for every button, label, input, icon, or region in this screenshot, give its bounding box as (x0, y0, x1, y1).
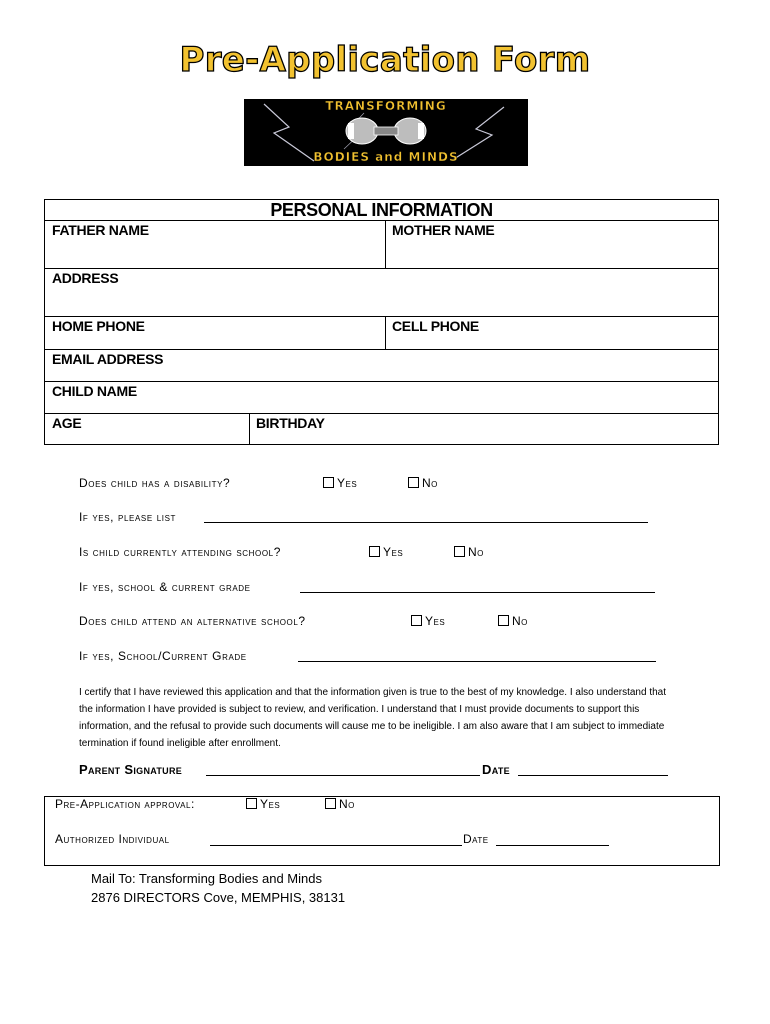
yes-label: Yes (260, 797, 281, 811)
birthday-label: BIRTHDAY (256, 415, 325, 431)
no-label: No (512, 614, 528, 628)
father-name-field[interactable] (45, 220, 385, 268)
attending-yes-checkbox[interactable] (369, 545, 403, 559)
approval-date-label: Date (463, 832, 489, 846)
cell-phone-label: CELL PHONE (392, 318, 479, 334)
checkbox-icon (325, 798, 336, 809)
mail-to-line: Mail To: Transforming Bodies and Minds (91, 871, 322, 886)
no-label: No (339, 797, 355, 811)
no-label: No (468, 545, 484, 559)
checkbox-icon (454, 546, 465, 557)
disability-question: Does child has a disability? (79, 476, 231, 490)
attending-question: Is child currently attending school? (79, 545, 281, 559)
parent-signature-line[interactable] (206, 775, 480, 776)
yes-label: Yes (337, 476, 358, 490)
school-current-grade-line[interactable] (298, 661, 656, 662)
checkbox-icon (369, 546, 380, 557)
personal-information-header: PERSONAL INFORMATION (270, 200, 493, 220)
logo (244, 99, 528, 166)
certification-text: I certify that I have reviewed this application and that the information given is true to the best of my knowledge. I also understand that the information I have provided is subject to review, and verification. I understand that I must provide documents to support this information, and the refusal to provide such documents will cause me to be ineligible. I am also aware that I am subject to immediate termination if found ineligible after enrollment. (79, 687, 667, 749)
home-phone-label: HOME PHONE (52, 318, 145, 334)
disability-yes-checkbox[interactable] (323, 476, 357, 490)
alternative-yes-checkbox[interactable] (411, 614, 445, 628)
disability-list-label: If yes, please list (79, 510, 176, 524)
approval-box (44, 796, 720, 866)
birthday-field[interactable] (249, 413, 718, 444)
checkbox-icon (411, 615, 422, 626)
address-field[interactable] (45, 268, 718, 316)
school-grade-line[interactable] (300, 592, 655, 593)
personal-information-table (44, 199, 719, 445)
no-label: No (422, 476, 438, 490)
logo-text-bottom: BODIES and MINDS (313, 150, 459, 164)
checkbox-icon (408, 477, 419, 488)
disability-no-checkbox[interactable] (408, 476, 438, 490)
yes-label: Yes (383, 545, 404, 559)
email-label: EMAIL ADDRESS (52, 351, 164, 367)
age-field[interactable] (45, 413, 249, 444)
checkbox-icon (246, 798, 257, 809)
checkbox-icon (323, 477, 334, 488)
approval-no-checkbox[interactable] (325, 797, 355, 811)
signature-date-label: Date (482, 762, 510, 777)
address-line: 2876 DIRECTORS Cove, MEMPHIS, 38131 (91, 890, 346, 905)
alternative-school-question: Does child attend an alternative school? (79, 614, 306, 628)
child-name-field[interactable] (45, 381, 718, 413)
approval-date-line[interactable] (496, 845, 609, 846)
age-label: AGE (52, 415, 82, 431)
approval-yes-checkbox[interactable] (246, 797, 280, 811)
logo-text-top: TRANSFORMING (325, 99, 447, 113)
father-name-label: FATHER NAME (52, 222, 149, 238)
authorized-individual-label: Authorized Individual (55, 832, 170, 846)
school-current-grade-label: If yes, School/Current Grade (79, 649, 247, 663)
school-grade-label: If yes, school & current grade (79, 580, 251, 594)
disability-list-line[interactable] (204, 522, 648, 523)
mother-name-label: MOTHER NAME (392, 222, 495, 238)
address-label: ADDRESS (52, 270, 119, 286)
form-title: Pre-Application Form (179, 40, 591, 80)
yes-label: Yes (425, 614, 446, 628)
mailing-address (91, 869, 345, 907)
child-name-label: CHILD NAME (52, 383, 137, 399)
email-field[interactable] (45, 349, 718, 381)
signature-date-line[interactable] (518, 775, 668, 776)
mother-name-field[interactable] (385, 220, 718, 268)
attending-no-checkbox[interactable] (454, 545, 484, 559)
approval-label: Pre-Application approval: (55, 797, 195, 811)
cell-phone-field[interactable] (385, 316, 718, 349)
checkbox-icon (498, 615, 509, 626)
home-phone-field[interactable] (45, 316, 385, 349)
parent-signature-label: Parent Signature (79, 762, 183, 777)
alternative-no-checkbox[interactable] (498, 614, 528, 628)
authorized-individual-line[interactable] (210, 845, 462, 846)
